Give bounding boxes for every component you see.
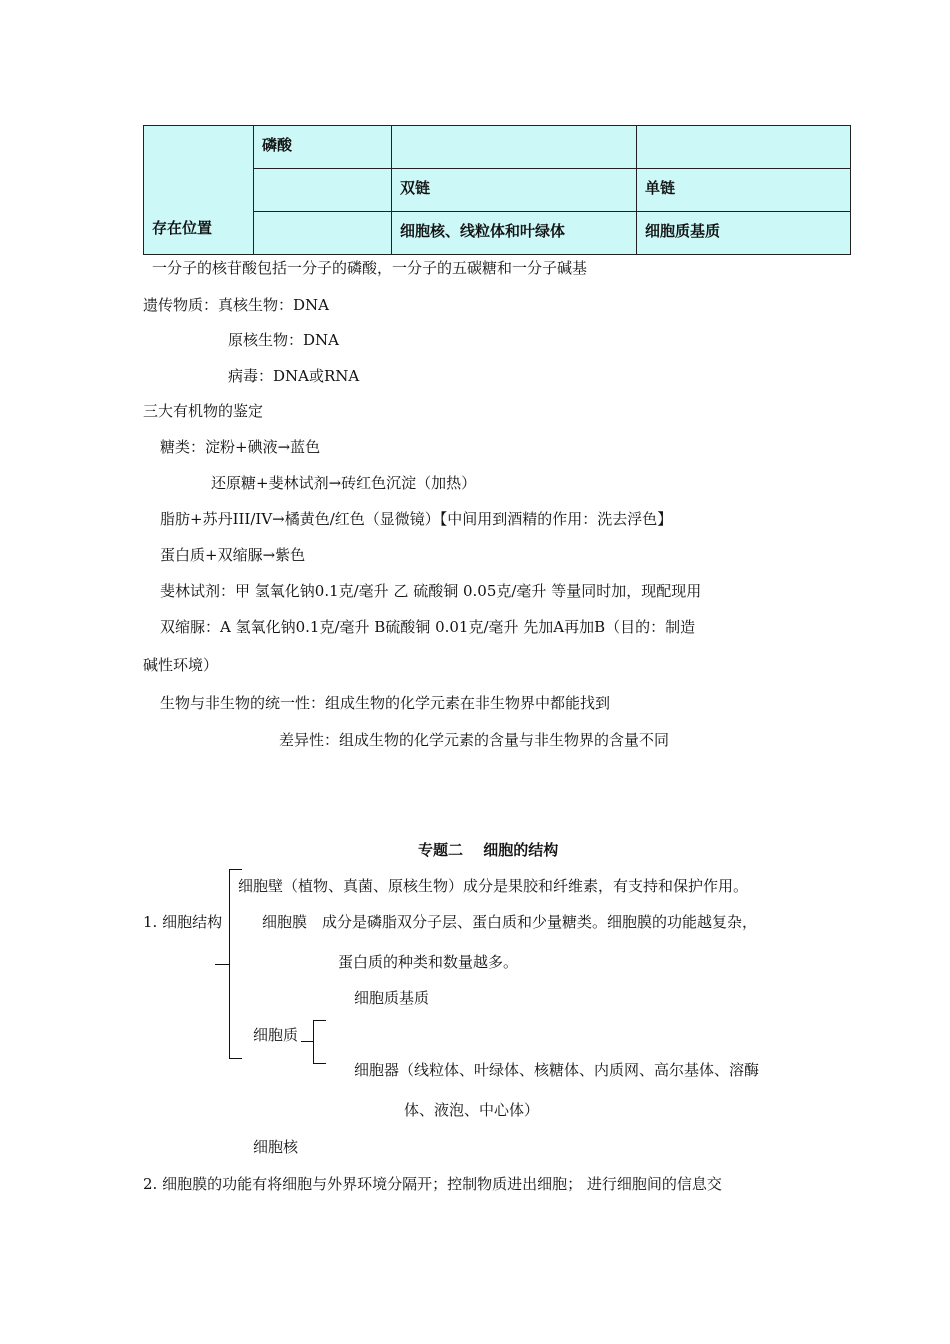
text-line: 细胞壁（植物、真菌、原核生物）成分是果胶和纤维素，有支持和保护作用。: [238, 877, 749, 895]
text-line: 三大有机物的鉴定: [143, 402, 264, 420]
table-cell: 细胞质基质: [637, 212, 851, 255]
bracket-cytoplasm: [313, 1020, 326, 1064]
bracket-tick: [215, 964, 229, 965]
text-line: 斐林试剂：甲 氢氧化钠0.1克/毫升 乙 硫酸铜 0.05克/毫升 等量同时加，现配现用: [160, 582, 702, 600]
text-line: 碱性环境）: [143, 656, 219, 674]
table-cell: [254, 212, 392, 255]
text-line: 细胞膜 成分是磷脂双分子层、蛋白质和少量糖类。细胞膜的功能越复杂，: [262, 913, 758, 931]
text-line: 双缩脲：A 氢氧化钠0.1克/毫升 B硫酸铜 0.01克/毫升 先加A再加B（目的：制造: [160, 618, 696, 636]
text-line: 遗传物质：真核生物：DNA: [143, 296, 329, 314]
table-cell: [637, 126, 851, 169]
text-line: 细胞器（线粒体、叶绿体、核糖体、内质网、高尔基体、溶酶: [354, 1061, 760, 1079]
text-line: 糖类：淀粉+碘液→蓝色: [160, 438, 321, 456]
nucleic-acid-table: [143, 125, 851, 255]
table-cell: 双链: [392, 169, 637, 212]
bracket-tick: [301, 1041, 313, 1042]
text-line: 细胞质: [253, 1026, 299, 1044]
text-line: 原核生物：DNA: [228, 331, 339, 349]
text-line: 一分子的核苷酸包括一分子的磷酸，一分子的五碳糖和一分子碱基: [152, 259, 588, 277]
table-cell: 细胞核、线粒体和叶绿体: [392, 212, 637, 255]
text-line: 细胞质基质: [354, 989, 430, 1007]
text-line: 细胞核: [253, 1138, 299, 1156]
text-line: 2. 细胞膜的功能有将细胞与外界环境分隔开；控制物质进出细胞； 进行细胞间的信息交: [143, 1175, 722, 1193]
text-line: 生物与非生物的统一性：组成生物的化学元素在非生物界中都能找到: [160, 694, 611, 712]
section-title: 专题二 细胞的结构: [418, 841, 559, 859]
text-line: 1. 细胞结构: [143, 913, 223, 931]
table-cell: [254, 169, 392, 212]
text-line: 病毒：DNA或RNA: [228, 367, 360, 385]
table-cell: [392, 126, 637, 169]
text-line: 脂肪+苏丹III/IV→橘黄色/红色（显微镜）【中间用到酒精的作用：洗去浮色】: [160, 510, 673, 528]
table-cell: 单链: [637, 169, 851, 212]
bracket-main: [229, 869, 242, 1059]
text-line: 蛋白质的种类和数量越多。: [338, 953, 519, 971]
text-line: 差异性：组成生物的化学元素的含量与非生物界的含量不同: [279, 731, 670, 749]
row-label-location: 存在位置: [144, 126, 254, 255]
text-line: 体、液泡、中心体）: [404, 1101, 540, 1119]
table-cell: 磷酸: [254, 126, 392, 169]
text-line: 蛋白质+双缩脲→紫色: [160, 546, 306, 564]
text-line: 还原糖+斐林试剂→砖红色沉淀（加热）: [211, 474, 477, 492]
